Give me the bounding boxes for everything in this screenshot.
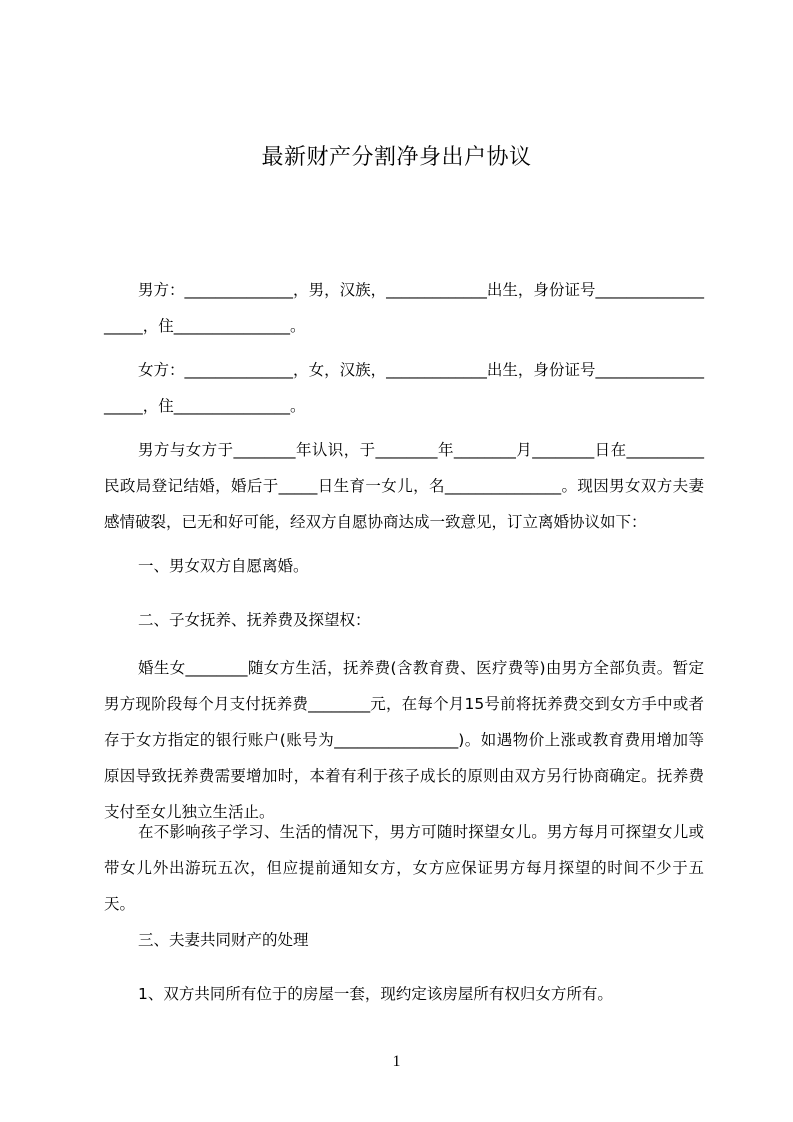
clause-heading-3: 三、夫妻共同财产的处理 — [138, 931, 309, 949]
document-title: 最新财产分割净身出户协议 — [261, 145, 532, 170]
paragraph-wife-info: 女方：______________，女，汉族，_____________出生，身份证号___________________，住_______________。 — [104, 361, 704, 415]
paragraph-property-house: 1、双方共同所有位于的房屋一套，现约定该房屋所有权归女方所有。 — [138, 985, 613, 1003]
page-number: 1 — [392, 1053, 401, 1070]
clause-heading-1: 一、男女双方自愿离婚。 — [138, 557, 309, 575]
paragraph-husband-info: 男方：______________，男，汉族，_____________出生，身份证号___________________，住_______________。 — [104, 281, 704, 335]
clause-heading-2: 二、子女抚养、抚养费及探望权： — [138, 611, 371, 629]
paragraph-child-support: 婚生女________随女方生活，抚养费(含教育费、医疗费等)由男方全部负责。暂定男方现阶段每个月支付抚养费________元，在每个月15号前将抚养费交到女方手中或者存于女方指定的银行账户(账号为________________)。如遇物价上涨或教育费用增加等原因导致抚养费需要增加时，本着有利于孩子成长的原则由双方另行协商确定。抚养费支付至女儿独立生活止。 — [104, 659, 704, 821]
paragraph-visitation: 在不影响孩子学习、生活的情况下，男方可随时探望女儿。男方每月可探望女儿或带女儿外出游玩五次，但应提前通知女方，女方应保证男方每月探望的时间不少于五天。 — [104, 823, 704, 913]
paragraph-marriage-background: 男方与女方于________年认识，于________年________月________日在__________民政局登记结婚，婚后于_____日生育一女儿，名_______________。现因男女双方夫妻感情破裂，已无和好可能，经双方自愿协商达成一致意见，订立离婚协议如下： — [104, 441, 704, 531]
